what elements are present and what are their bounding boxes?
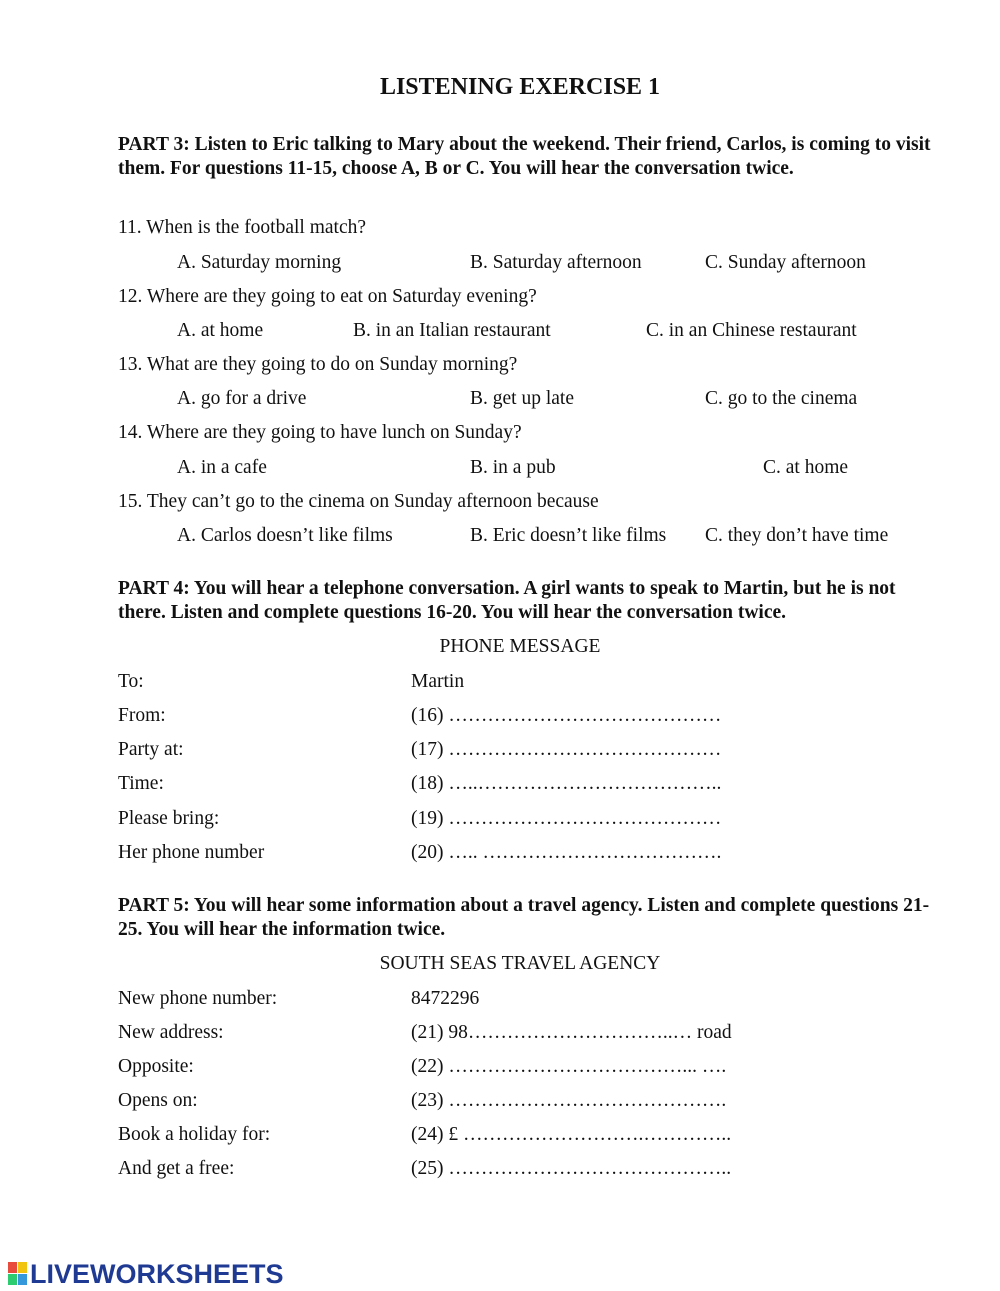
q15-option-a[interactable]: A. Carlos doesn’t like films xyxy=(177,525,393,546)
answer-blank-18[interactable]: (18) …..……………………………….. xyxy=(411,773,722,794)
liveworksheets-logo[interactable] xyxy=(8,1258,284,1290)
form-value: 8472296 xyxy=(411,988,480,1009)
q12-option-b[interactable]: B. in an Italian restaurant xyxy=(353,320,551,341)
form-label: New phone number: xyxy=(118,988,278,1009)
answer-blank-23[interactable]: (23) ……………………………………. xyxy=(411,1090,727,1111)
question-13: 13. What are they going to do on Sunday morning? xyxy=(118,354,518,375)
logo-squares-icon xyxy=(8,1262,28,1286)
form-label: Please bring: xyxy=(118,808,220,829)
form-label: From: xyxy=(118,705,166,726)
answer-blank-25[interactable]: (25) …………………………………….. xyxy=(411,1158,732,1179)
q12-option-c[interactable]: C. in an Chinese restaurant xyxy=(646,320,857,341)
answer-blank-22[interactable]: (22) ………………………………... …. xyxy=(411,1056,727,1077)
q11-option-a[interactable]: A. Saturday morning xyxy=(177,252,342,273)
q11-option-c[interactable]: C. Sunday afternoon xyxy=(705,252,866,273)
worksheet-title: LISTENING EXERCISE 1 xyxy=(379,74,661,100)
question-15: 15. They can’t go to the cinema on Sunday afternoon because xyxy=(118,491,599,512)
q13-option-a[interactable]: A. go for a drive xyxy=(177,388,307,409)
answer-blank-17[interactable]: (17) …………………………………… xyxy=(411,739,722,760)
question-11: 11. When is the football match? xyxy=(118,217,367,238)
form-label: Book a holiday for: xyxy=(118,1124,271,1145)
question-12: 12. Where are they going to eat on Saturday evening? xyxy=(118,286,537,307)
q11-option-b[interactable]: B. Saturday afternoon xyxy=(470,252,642,273)
part3-heading: PART 3: Listen to Eric talking to Mary about the weekend. Their friend, Carlos, is coming to visit them. For questions 11-15, choose A, B or C. You will hear the conversation twice. xyxy=(118,134,931,179)
form-label: Her phone number xyxy=(118,842,265,863)
answer-blank-21[interactable]: (21) 98…………………………..… road xyxy=(411,1022,732,1043)
form-label: Opposite: xyxy=(118,1056,194,1077)
form-label: To: xyxy=(118,671,144,692)
answer-blank-16[interactable]: (16) …………………………………… xyxy=(411,705,722,726)
answer-blank-20[interactable]: (20) ….. ………………………………. xyxy=(411,842,722,863)
question-14: 14. Where are they going to have lunch on Sunday? xyxy=(118,422,522,443)
q12-option-a[interactable]: A. at home xyxy=(177,320,264,341)
form-value: Martin xyxy=(411,671,465,692)
travel-agency-title: SOUTH SEAS TRAVEL AGENCY xyxy=(379,953,661,974)
form-label: Party at: xyxy=(118,739,184,760)
q14-option-a[interactable]: A. in a cafe xyxy=(177,457,267,478)
q15-option-c[interactable]: C. they don’t have time xyxy=(705,525,889,546)
part4-heading: PART 4: You will hear a telephone conversation. A girl wants to speak to Martin, but he is not there. Listen and complete questions 16-20. You will hear the conversation twice. xyxy=(118,578,896,623)
form-label: And get a free: xyxy=(118,1158,235,1179)
answer-blank-19[interactable]: (19) …………………………………… xyxy=(411,808,722,829)
form-label: New address: xyxy=(118,1022,224,1043)
part5-heading: PART 5: You will hear some information about a travel agency. Listen and complete questions 21-25. You will hear the information twice. xyxy=(118,895,930,940)
q14-option-c[interactable]: C. at home xyxy=(763,457,849,478)
q14-option-b[interactable]: B. in a pub xyxy=(470,457,556,478)
form-label: Opens on: xyxy=(118,1090,198,1111)
phone-message-title: PHONE MESSAGE xyxy=(439,636,601,657)
q13-option-b[interactable]: B. get up late xyxy=(470,388,574,409)
form-label: Time: xyxy=(118,773,164,794)
q13-option-c[interactable]: C. go to the cinema xyxy=(705,388,858,409)
logo-text: LIVEWORKSHEETS xyxy=(30,1258,284,1289)
answer-blank-24[interactable]: (24) £ ……………………….………….. xyxy=(411,1124,732,1145)
q15-option-b[interactable]: B. Eric doesn’t like films xyxy=(470,525,667,546)
